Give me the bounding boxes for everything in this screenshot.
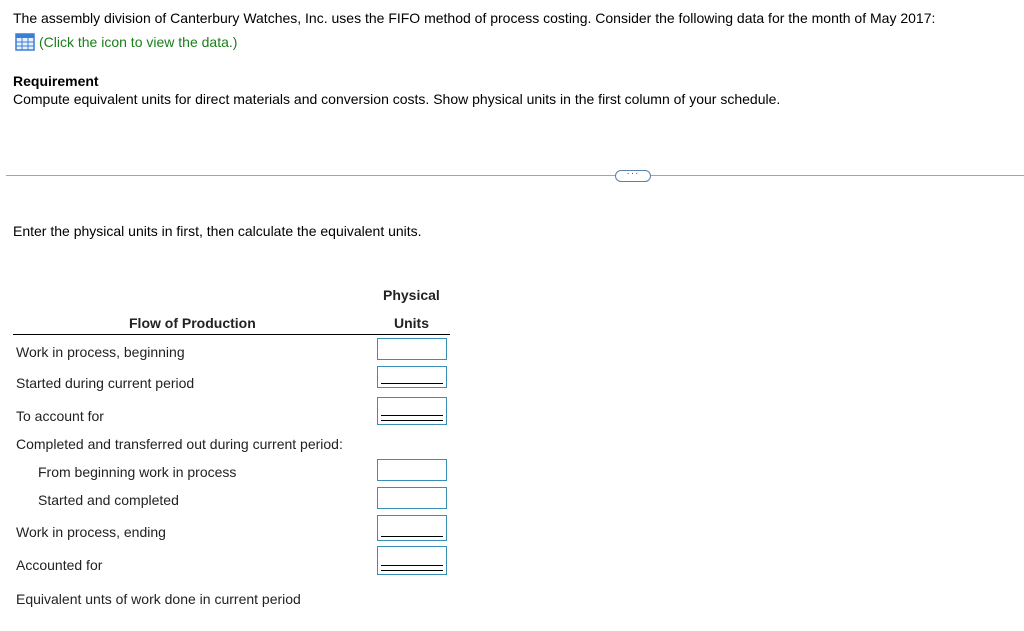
header-units: Units bbox=[394, 315, 429, 331]
row-label-from-beginning: From beginning work in process bbox=[38, 464, 237, 480]
input-to-account-for-physical[interactable] bbox=[377, 397, 447, 425]
input-from-beginning-physical[interactable] bbox=[377, 459, 447, 481]
row-label-wip-ending: Work in process, ending bbox=[16, 524, 166, 540]
row-label-started: Started during current period bbox=[16, 375, 195, 391]
requirement-title: Requirement bbox=[13, 73, 99, 89]
row-label-equivalent-units: Equivalent unts of work done in current period bbox=[16, 591, 301, 607]
input-accounted-for-physical[interactable] bbox=[377, 546, 447, 575]
input-wip-ending-physical[interactable] bbox=[377, 515, 447, 541]
view-data-label[interactable]: (Click the icon to view the data.) bbox=[39, 34, 238, 50]
row-label-completed: Completed and transferred out during current period: bbox=[16, 436, 343, 452]
header-rule bbox=[13, 334, 450, 335]
row-label-to-account-for: To account for bbox=[16, 408, 104, 424]
header-physical: Physical bbox=[383, 287, 440, 303]
input-started-physical[interactable] bbox=[377, 366, 447, 388]
instruction-text: Enter the physical units in first, then calculate the equivalent units. bbox=[13, 223, 422, 239]
problem-intro: The assembly division of Canterbury Watches, Inc. uses the FIFO method of process costing. Consider the following data for the month of May 2017: bbox=[13, 10, 936, 26]
table-grid-icon[interactable] bbox=[15, 33, 35, 51]
row-label-started-completed: Started and completed bbox=[38, 492, 179, 508]
row-label-accounted-for: Accounted for bbox=[16, 557, 103, 573]
view-data-link[interactable] bbox=[15, 33, 237, 51]
input-wip-beginning-physical[interactable] bbox=[377, 338, 447, 360]
input-started-completed-physical[interactable] bbox=[377, 487, 447, 509]
section-divider bbox=[6, 175, 1024, 176]
expand-more-button[interactable]: ··· bbox=[615, 170, 651, 182]
header-flow-of-production: Flow of Production bbox=[129, 315, 256, 331]
row-label-wip-beginning: Work in process, beginning bbox=[16, 344, 185, 360]
requirement-text: Compute equivalent units for direct materials and conversion costs. Show physical units in the first column of your schedule. bbox=[13, 91, 781, 107]
